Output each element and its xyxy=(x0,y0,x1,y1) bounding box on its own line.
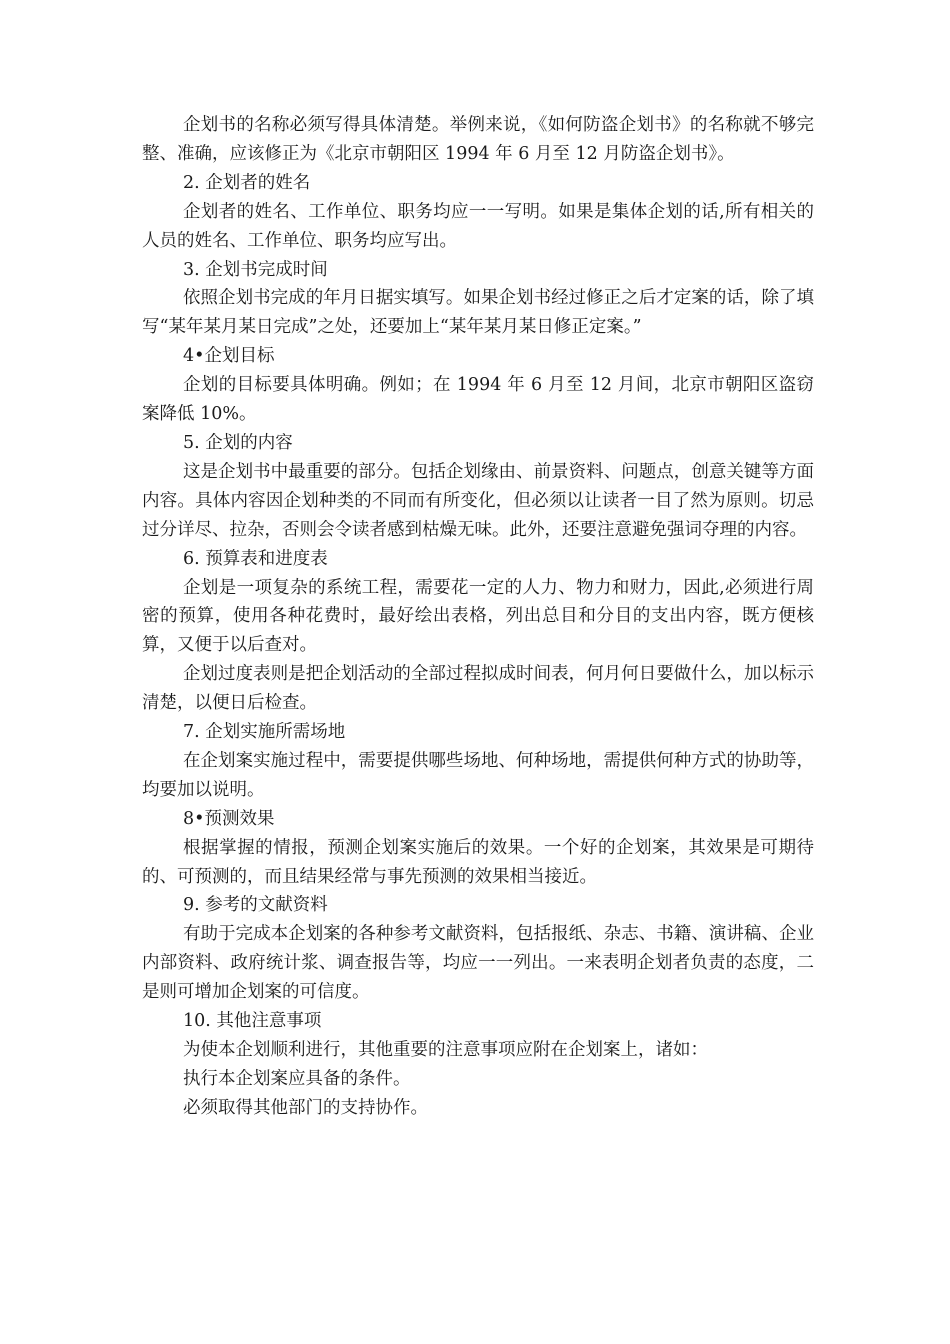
paragraph-planning-goal: 企划的目标要具体明确。例如；在 1994 年 6 月至 12 月间，北京市朝阳区盗窃案降低 10%。 xyxy=(142,375,814,425)
paragraph-planner-name: 企划者的姓名、工作单位、职务均应一一写明。如果是集体企划的话,所有相关的人员的姓名、工作单位、职务均应写出。 xyxy=(142,201,814,251)
paragraph-other-notes: 为使本企划顺利进行，其他重要的注意事项应附在企划案上，诸如： xyxy=(183,1040,708,1060)
paragraph-expected-effect: 根据掌握的情报，预测企划案实施后的效果。一个好的企划案，其效果是可期待的、可预测的，而且结果经常与事先预测的效果相当接近。 xyxy=(142,837,814,887)
list-item-support: 必须取得其他部门的支持协作。 xyxy=(183,1097,428,1118)
paragraph-planning-content: 这是企划书中最重要的部分。包括企划缘由、前景资料、问题点，创意关键等方面内容。具体内容因企划种类的不同而有所变化，但必须以让读者一目了然为原则。切忌过分详尽、拉杂，否则会令读者感到枯燥无味。此外，还要注意避免强词夺理的内容。 xyxy=(142,461,814,540)
heading-references: 9. 参考的文献资料 xyxy=(183,895,328,916)
heading-expected-effect: 8•预测效果 xyxy=(183,808,275,829)
paragraph-name-requirement: 企划书的名称必须写得具体清楚。举例来说，《如何防盗企划书》的名称就不够完整、准确，应该修正为《北京市朝阳区 1994 年 6 月至 12 月防盗企划书》。 xyxy=(142,115,814,164)
heading-budget-schedule: 6. 预算表和进度表 xyxy=(183,548,328,569)
heading-planner-name: 2. 企划者的姓名 xyxy=(183,172,311,193)
heading-planning-content: 5. 企划的内容 xyxy=(183,432,293,453)
heading-planning-goal: 4•企划目标 xyxy=(183,346,275,367)
heading-venue: 7. 企划实施所需场地 xyxy=(183,722,346,743)
document-body xyxy=(142,111,814,1123)
heading-other-notes: 10. 其他注意事项 xyxy=(183,1011,322,1032)
paragraph-schedule: 企划过度表则是把企划活动的全部过程拟成时间表，何月何日要做什么，加以标示清楚，以便日后检查。 xyxy=(142,664,814,714)
list-item-conditions: 执行本企划案应具备的条件。 xyxy=(183,1068,411,1089)
paragraph-budget: 企划是一项复杂的系统工程，需要花一定的人力、物力和财力，因此,必须进行周密的预算，使用各种花费时，最好绘出表格，列出总目和分目的支出内容，既方便核算，又便于以后查对。 xyxy=(142,577,814,656)
paragraph-references: 有助于完成本企划案的各种参考文献资料，包括报纸、杂志、书籍、演讲稿、企业内部资料、政府统计浆、调查报告等，均应一一列出。一来表明企划者负责的态度，二是则可增加企划案的可信度。 xyxy=(142,924,814,1003)
paragraph-venue: 在企划案实施过程中，需要提供哪些场地、何种场地，需提供何种方式的协助等，均要加以说明。 xyxy=(142,750,814,800)
heading-completion-time: 3. 企划书完成时间 xyxy=(183,259,328,280)
paragraph-completion-time: 依照企划书完成的年月日据实填写。如果企划书经过修正之后才定案的话，除了填写“某年某月某日完成”之处，还要加上“某年某月某日修正定案。” xyxy=(142,288,814,338)
